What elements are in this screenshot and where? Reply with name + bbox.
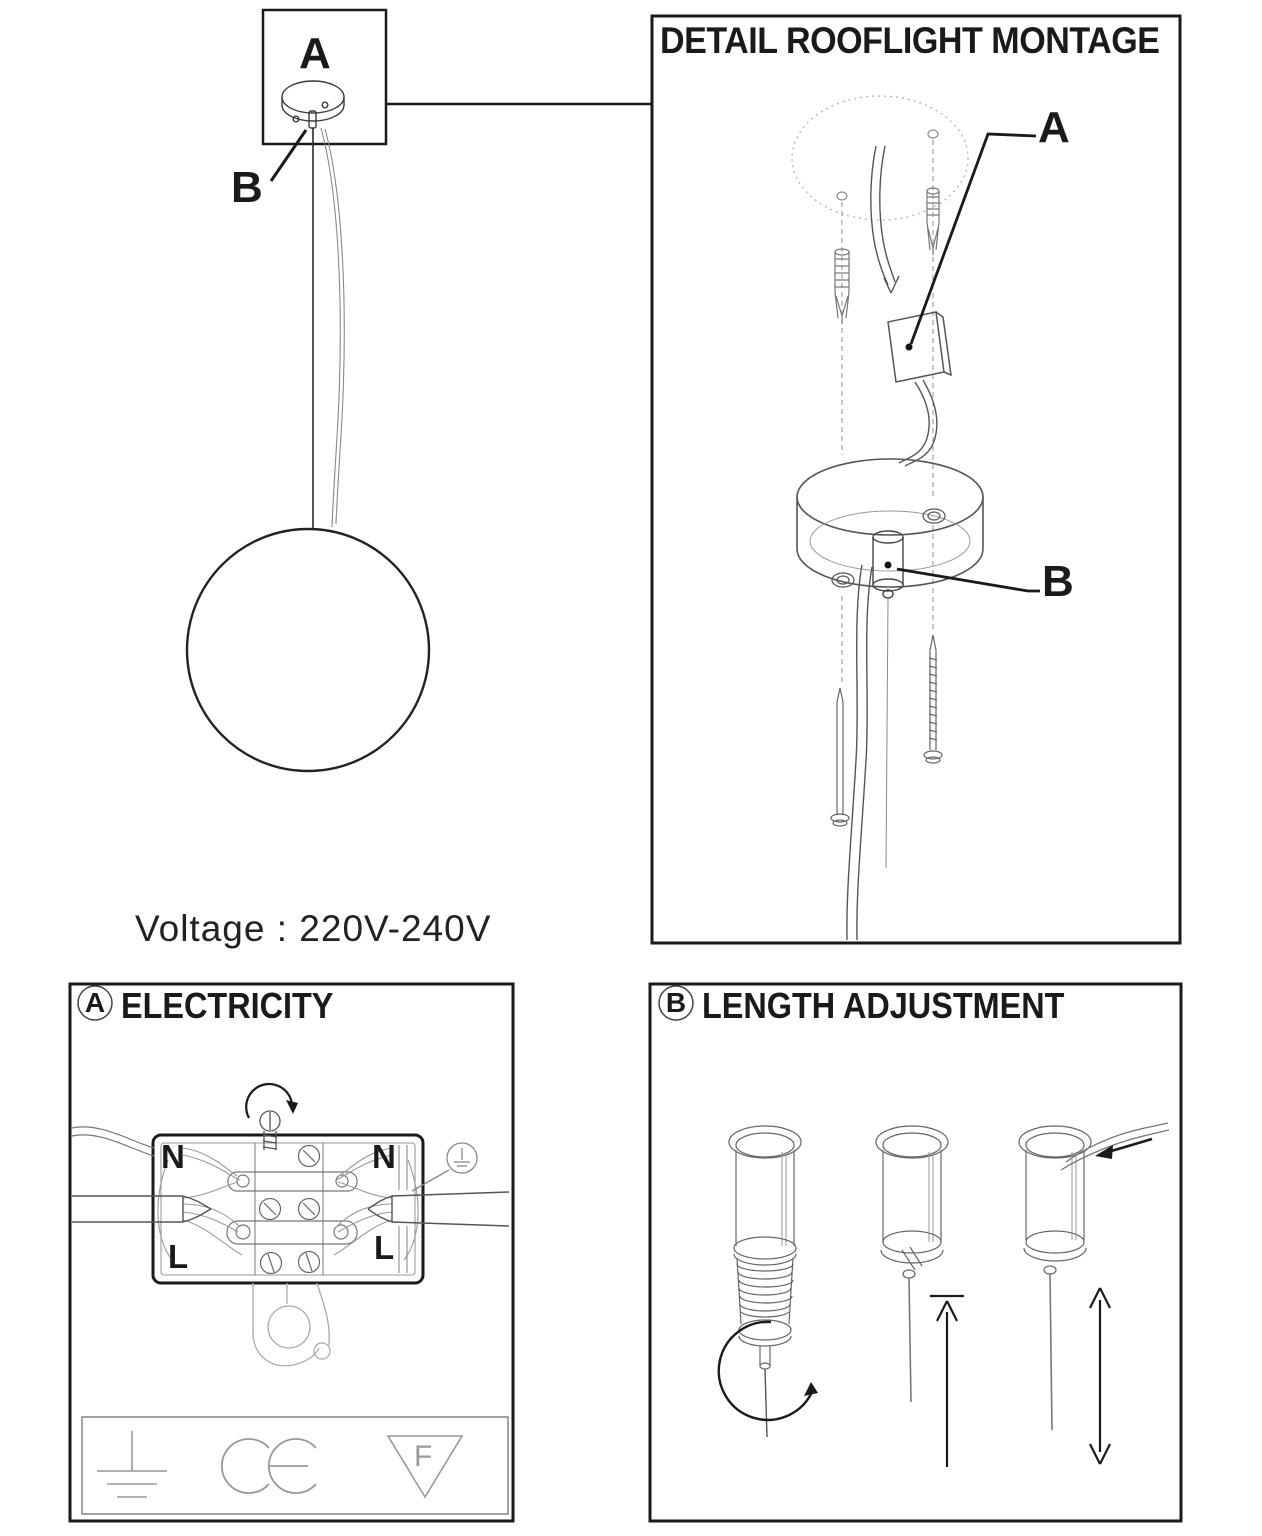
up-arrow-icon (930, 1296, 964, 1467)
double-arrow-icon (1090, 1288, 1110, 1464)
cord-grip-step1-drawing (729, 1126, 801, 1437)
voltage-note: Voltage : 220V-240V (135, 908, 492, 949)
callout-b-dot (885, 562, 892, 569)
electricity-panel-drawing (70, 984, 513, 1521)
ceiling-canopy-small-drawing (282, 81, 344, 128)
rotation-arrow-icon (246, 1084, 298, 1118)
steel-wire-below (886, 599, 888, 868)
detail-panel-border (652, 16, 1180, 943)
f-class-letter: F (414, 1440, 433, 1473)
ce-mark-icon (222, 1439, 316, 1493)
callout-b-leader (271, 130, 306, 181)
overview-callout-b-label: B (231, 163, 263, 212)
screw-icon (924, 635, 942, 763)
cable-out-drawing (1061, 1123, 1169, 1170)
length-badge: B (665, 987, 687, 1018)
supply-cable-left (72, 1127, 154, 1156)
ground-symbol-icon (97, 1431, 167, 1497)
pendant-cable-below (847, 565, 872, 940)
callout-a-leader (911, 134, 1036, 344)
power-cable-curve (321, 128, 344, 527)
screw-icon (831, 688, 849, 826)
callout-a-dot (906, 344, 913, 351)
terminal-n-right: N (372, 1138, 396, 1175)
detail-callout-b-label: B (1042, 557, 1074, 606)
overview-callout-a-label: A (299, 29, 331, 78)
length-title: LENGTH ADJUSTMENT (702, 985, 1065, 1026)
electricity-badge: A (84, 987, 106, 1018)
length-panel-drawing (650, 984, 1181, 1521)
terminal-n-left: N (161, 1138, 185, 1175)
cord-grip-step3-drawing (1019, 1126, 1091, 1430)
callout-b-leader (897, 569, 1040, 591)
terminal-l-right: L (374, 1229, 395, 1266)
cord-grip-step2-drawing (876, 1126, 948, 1402)
strain-relief-drawing (253, 1283, 330, 1366)
overview-figure-drawing (187, 10, 652, 771)
globe-shade-drawing (187, 529, 429, 771)
detail-panel-drawing (652, 16, 1180, 943)
ceiling-drill-holes (837, 130, 938, 200)
rotation-arrow-icon (719, 1322, 818, 1420)
detail-panel-title: DETAIL ROOFLIGHT MONTAGE (660, 20, 1160, 61)
detail-callout-a-label: A (1038, 103, 1070, 152)
cable-to-canopy (899, 380, 937, 466)
electricity-title: ELECTRICITY (121, 985, 334, 1026)
terminal-l-left: L (168, 1238, 189, 1275)
